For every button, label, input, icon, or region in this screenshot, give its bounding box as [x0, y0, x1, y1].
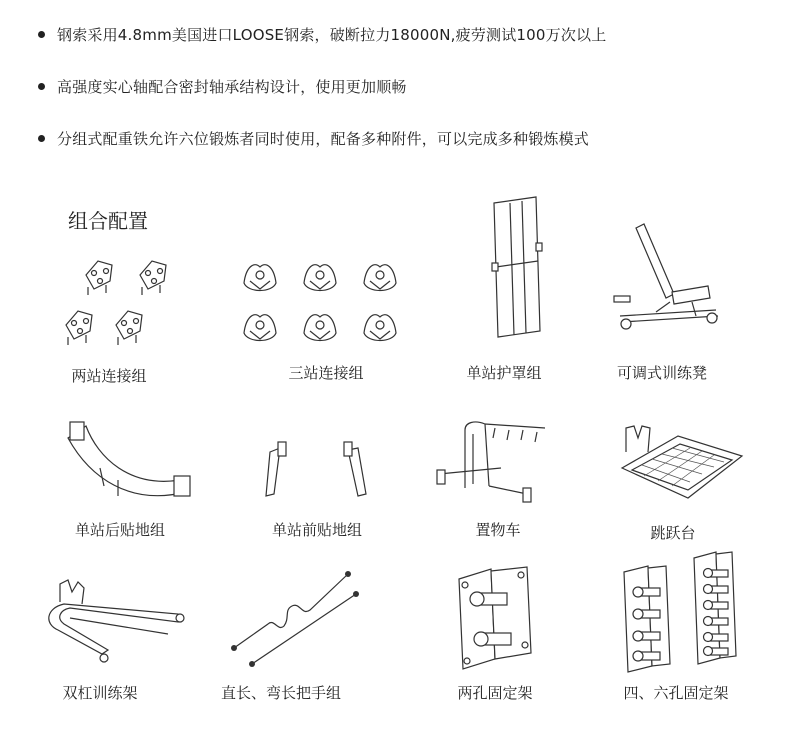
feature-item	[38, 8, 778, 60]
item-label: 单站后贴地组	[74, 521, 166, 539]
item-label: 单站前贴地组	[271, 521, 363, 539]
feature-item	[38, 112, 778, 164]
straight-curl-bar-icon	[228, 560, 363, 670]
bullet-dot-icon	[38, 83, 45, 90]
single-station-shroud-icon	[488, 195, 548, 345]
item-label: 三站连接组	[288, 364, 364, 382]
item-label: 跳跃台	[650, 524, 696, 542]
item-single-station-shroud	[488, 195, 548, 345]
front-floor-mount-icon	[252, 438, 382, 502]
item-label: 单站护罩组	[466, 364, 542, 382]
item-label: 双杠训练架	[62, 684, 138, 702]
item-dip-bar-rack	[38, 578, 188, 670]
dip-bar-rack-icon	[38, 578, 188, 670]
feature-item	[38, 60, 778, 112]
item-two-hole-bracket	[455, 565, 535, 675]
bullet-dot-icon	[38, 31, 45, 38]
item-four-six-hole-bracket	[620, 548, 740, 673]
feature-text: 钢索采用4.8mm美国进口LOOSE钢索，破断拉力18000N,疲劳测试100万次以上	[57, 25, 607, 44]
item-label: 两孔固定架	[457, 684, 533, 702]
two-hole-bracket-icon	[455, 565, 535, 675]
item-label: 两站连接组	[71, 367, 147, 385]
jump-platform-icon	[612, 422, 747, 504]
item-label: 可调式训练凳	[616, 364, 708, 382]
three-station-connector-icon	[236, 255, 416, 355]
item-label: 置物车	[475, 521, 521, 539]
feature-text: 高强度实心轴配合密封轴承结构设计，使用更加顺畅	[57, 77, 407, 96]
item-jump-platform	[612, 422, 747, 504]
storage-cart-icon	[435, 418, 560, 508]
item-storage-cart	[435, 418, 560, 508]
item-label: 直长、弯长把手组	[220, 684, 342, 702]
section-title: 组合配置	[68, 209, 148, 233]
bullet-dot-icon	[38, 135, 45, 142]
four-six-hole-bracket-icon	[620, 548, 740, 673]
rear-floor-mount-icon	[60, 418, 200, 508]
item-front-floor-mount	[252, 438, 382, 502]
item-three-station-connector	[236, 255, 416, 355]
item-label: 四、六孔固定架	[623, 684, 729, 702]
adjustable-bench-icon	[612, 218, 727, 338]
feature-text: 分组式配重铁允许六位锻炼者同时使用，配备多种附件，可以完成多种锻炼模式	[57, 129, 590, 148]
feature-list	[38, 8, 778, 164]
item-two-station-connector	[50, 255, 200, 360]
item-rear-floor-mount	[60, 418, 200, 508]
item-straight-curl-bar	[228, 560, 363, 670]
two-station-connector-icon	[50, 255, 200, 360]
item-adjustable-bench	[612, 218, 727, 338]
